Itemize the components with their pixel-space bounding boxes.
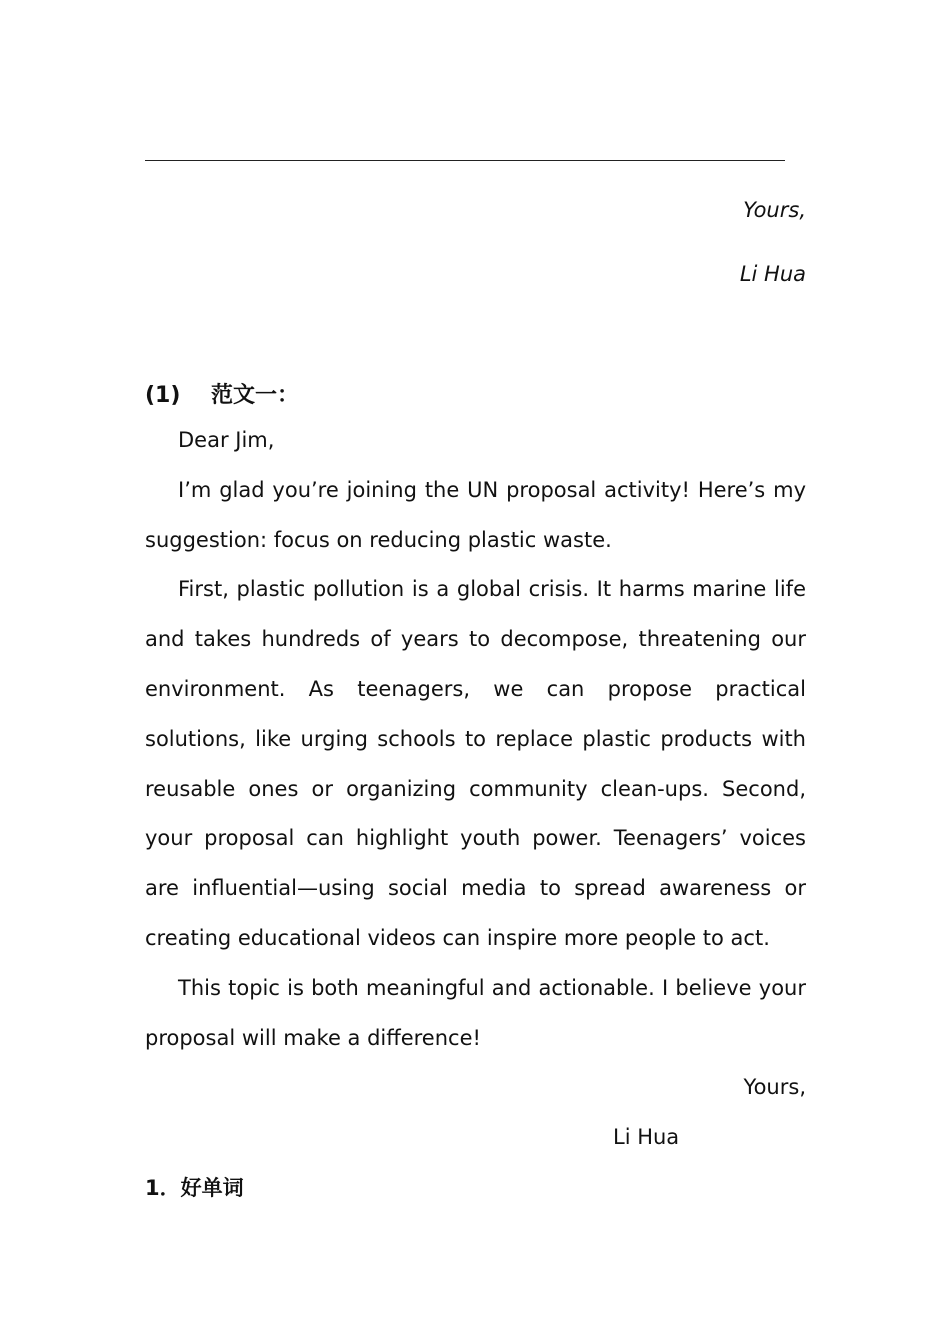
letter-salutation: Dear Jim, bbox=[178, 428, 275, 452]
letter-signature: Li Hua bbox=[613, 1125, 680, 1150]
vocab-heading: 1．好单词 bbox=[145, 1176, 244, 1200]
letter-closing: Yours, bbox=[743, 1075, 806, 1100]
letter-paragraph-1: I’m glad you’re joining the UN proposal activity! Here’s my suggestion: focus on reducing plastic waste. bbox=[145, 477, 806, 552]
letter-paragraph-2: First, plastic pollution is a global crisis. It harms marine life and takes hundreds of years to decompose, threatening our environment. As teenagers, we can propose practical solutions, like urging schools to replace plastic products with reusable ones or organizing community clean-ups. Second, your proposal can highlight youth power. Teenagers’ voices are influential—using social media to spread awareness or creating educational videos can inspire more people to act. bbox=[145, 577, 806, 950]
section-number: (1) bbox=[145, 383, 181, 408]
top-closing: Yours, bbox=[743, 198, 806, 222]
section-heading bbox=[145, 378, 299, 409]
letter-paragraph-3: This topic is both meaningful and actionable. I believe your proposal will make a difference! bbox=[145, 975, 806, 1050]
top-signature: Li Hua bbox=[739, 262, 806, 286]
answer-line bbox=[145, 160, 785, 161]
sample-letter bbox=[145, 416, 806, 1163]
section-title: 范文一： bbox=[211, 383, 300, 408]
